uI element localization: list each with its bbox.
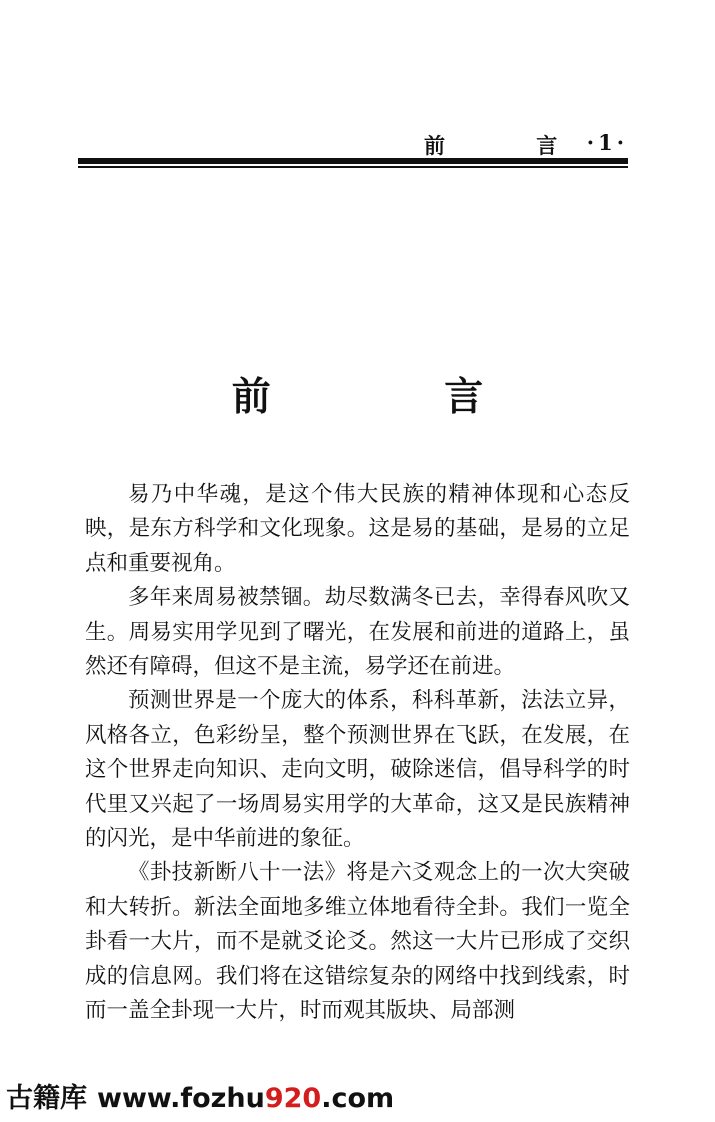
running-title: 前 言 — [424, 133, 600, 158]
running-header — [78, 128, 628, 156]
paragraph-4: 《卦技新断八十一法》将是六爻观念上的一次大突破和大转折。新法全面地多维立体地看待全卦。我们一览全卦看一大片，而不是就爻论爻。然这一大片已形成了交织成的信息网。我们将在这错综复杂的网络中找到线索，时而一盖全卦现一大片，时而观其版块、局部测 — [85, 860, 630, 1024]
paragraph-1: 易乃中华魂，是这个伟大民族的精神体现和心态反映，是东方科学和文化现象。这是易的基础，是易的立足点和重要视角。 — [85, 482, 630, 576]
paragraph-3: 预测世界是一个庞大的体系，科科革新，法法立异，风格各立，色彩纷呈，整个预测世界在飞跃，在发展，在这个世界走向知识、走向文明，破除迷信，倡导科学的时代里又兴起了一场周易实用学的大革命，这又是民族精神的闪光，是中华前进的象征。 — [85, 688, 630, 852]
watermark-site-suffix: .com — [321, 1083, 395, 1114]
watermark — [6, 1076, 394, 1116]
header-rule-thin — [78, 166, 628, 168]
body-text — [85, 478, 630, 1029]
chapter-title: 前 言 — [231, 375, 564, 420]
page-number: ·1· — [586, 130, 628, 155]
watermark-name: 古籍库 — [6, 1083, 87, 1114]
paragraph-2: 多年来周易被禁锢。劫尽数满冬已去，幸得春风吹又生。周易实用学见到了曙光，在发展和前进的道路上，虽然还有障碍，但这不是主流，易学还在前进。 — [85, 585, 630, 680]
watermark-site-prefix: www.fozhu — [97, 1083, 265, 1114]
header-rule-thick — [78, 158, 628, 164]
watermark-site-number: 920 — [264, 1083, 322, 1114]
